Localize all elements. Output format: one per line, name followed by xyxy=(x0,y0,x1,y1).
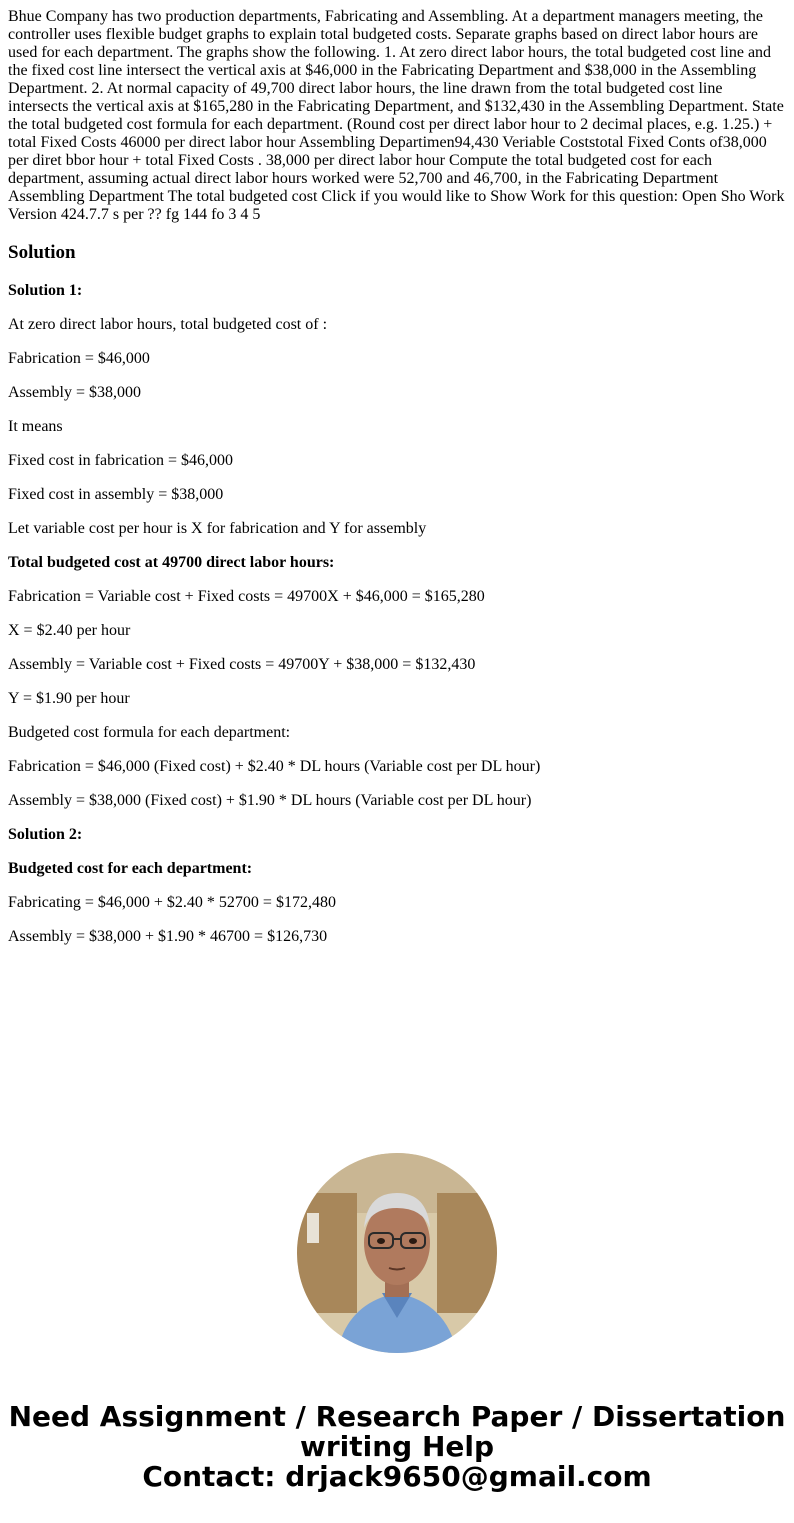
promo-banner xyxy=(0,1402,794,1492)
solution-body xyxy=(8,282,786,946)
solution-paragraph: Fixed cost in fabrication = $46,000 xyxy=(8,452,233,469)
solution-paragraph: Fabricating = $46,000 + $2.40 * 52700 = $172,480 xyxy=(8,894,336,911)
solution-paragraph: Budgeted cost formula for each department: xyxy=(8,724,291,741)
solution-heading: Solution xyxy=(8,242,76,263)
solution-subheading: Solution 2: xyxy=(8,826,83,843)
author-avatar xyxy=(297,1153,497,1353)
solution-paragraph: Fabrication = $46,000 (Fixed cost) + $2.40 * DL hours (Variable cost per DL hour) xyxy=(8,758,541,775)
solution-paragraph: Let variable cost per hour is X for fabrication and Y for assembly xyxy=(8,520,427,537)
solution-paragraph: Fixed cost in assembly = $38,000 xyxy=(8,486,224,503)
solution-paragraph: Assembly = $38,000 + $1.90 * 46700 = $126,730 xyxy=(8,928,328,945)
solution-paragraph: X = $2.40 per hour xyxy=(8,622,131,639)
promo-contact: Contact: drjack9650@gmail.com xyxy=(142,1460,652,1493)
question-text: Bhue Company has two production departments, Fabricating and Assembling. At a department managers meeting, the controller uses flexible budget graphs to explain total budgeted costs. Separate graphs based on direct labor hours are used for each department. The graphs show the following. 1. At zero direct labor hours, the total budgeted cost line and the fixed cost line intersect the vertical axis at $46,000 in the Fabricating Department and $38,000 in the Assembling Department. 2. At normal capacity of 49,700 direct labor hours, the line drawn from the total budgeted cost line intersects the vertical axis at $165,280 in the Fabricating Department, and $132,430 in the Assembling Department. State the total budgeted cost formula for each department. (Round cost per direct labor hour to 2 decimal places, e.g. 1.25.) + total Fixed Costs 46000 per direct labor hour Assembling Departimen94,430 Veriable Coststotal Fixed Conts of38,000 per diret bbor hour + total Fixed Costs . 38,000 per direct labor hour Compute the total budgeted cost for each department, assuming actual direct labor hours worked were 52,700 and 46,700, in the Fabricating Department Assembling Department The total budgeted cost Click if you would like to Show Work for this question: Open Sho Work Version 424.7.7 s per ?? fg 144 fo 3 4 5 xyxy=(8,8,785,223)
solution-subheading: Budgeted cost for each department: xyxy=(8,860,253,877)
solution-paragraph: Y = $1.90 per hour xyxy=(8,690,130,707)
solution-subheading: Total budgeted cost at 49700 direct labor hours: xyxy=(8,554,335,571)
solution-paragraph: Assembly = Variable cost + Fixed costs = 49700Y + $38,000 = $132,430 xyxy=(8,656,476,673)
promo-line-1: Need Assignment / Research Paper / Dissertation xyxy=(8,1400,786,1433)
solution-paragraph: Assembly = $38,000 (Fixed cost) + $1.90 * DL hours (Variable cost per DL hour) xyxy=(8,792,532,809)
promo-line-2: writing Help xyxy=(299,1430,495,1463)
solution-paragraph: Assembly = $38,000 xyxy=(8,384,142,401)
solution-paragraph: At zero direct labor hours, total budgeted cost of : xyxy=(8,316,328,333)
solution-paragraph: It means xyxy=(8,418,63,435)
solution-paragraph: Fabrication = Variable cost + Fixed costs = 49700X + $46,000 = $165,280 xyxy=(8,588,485,605)
solution-subheading: Solution 1: xyxy=(8,282,83,299)
solution-paragraph: Fabrication = $46,000 xyxy=(8,350,150,367)
